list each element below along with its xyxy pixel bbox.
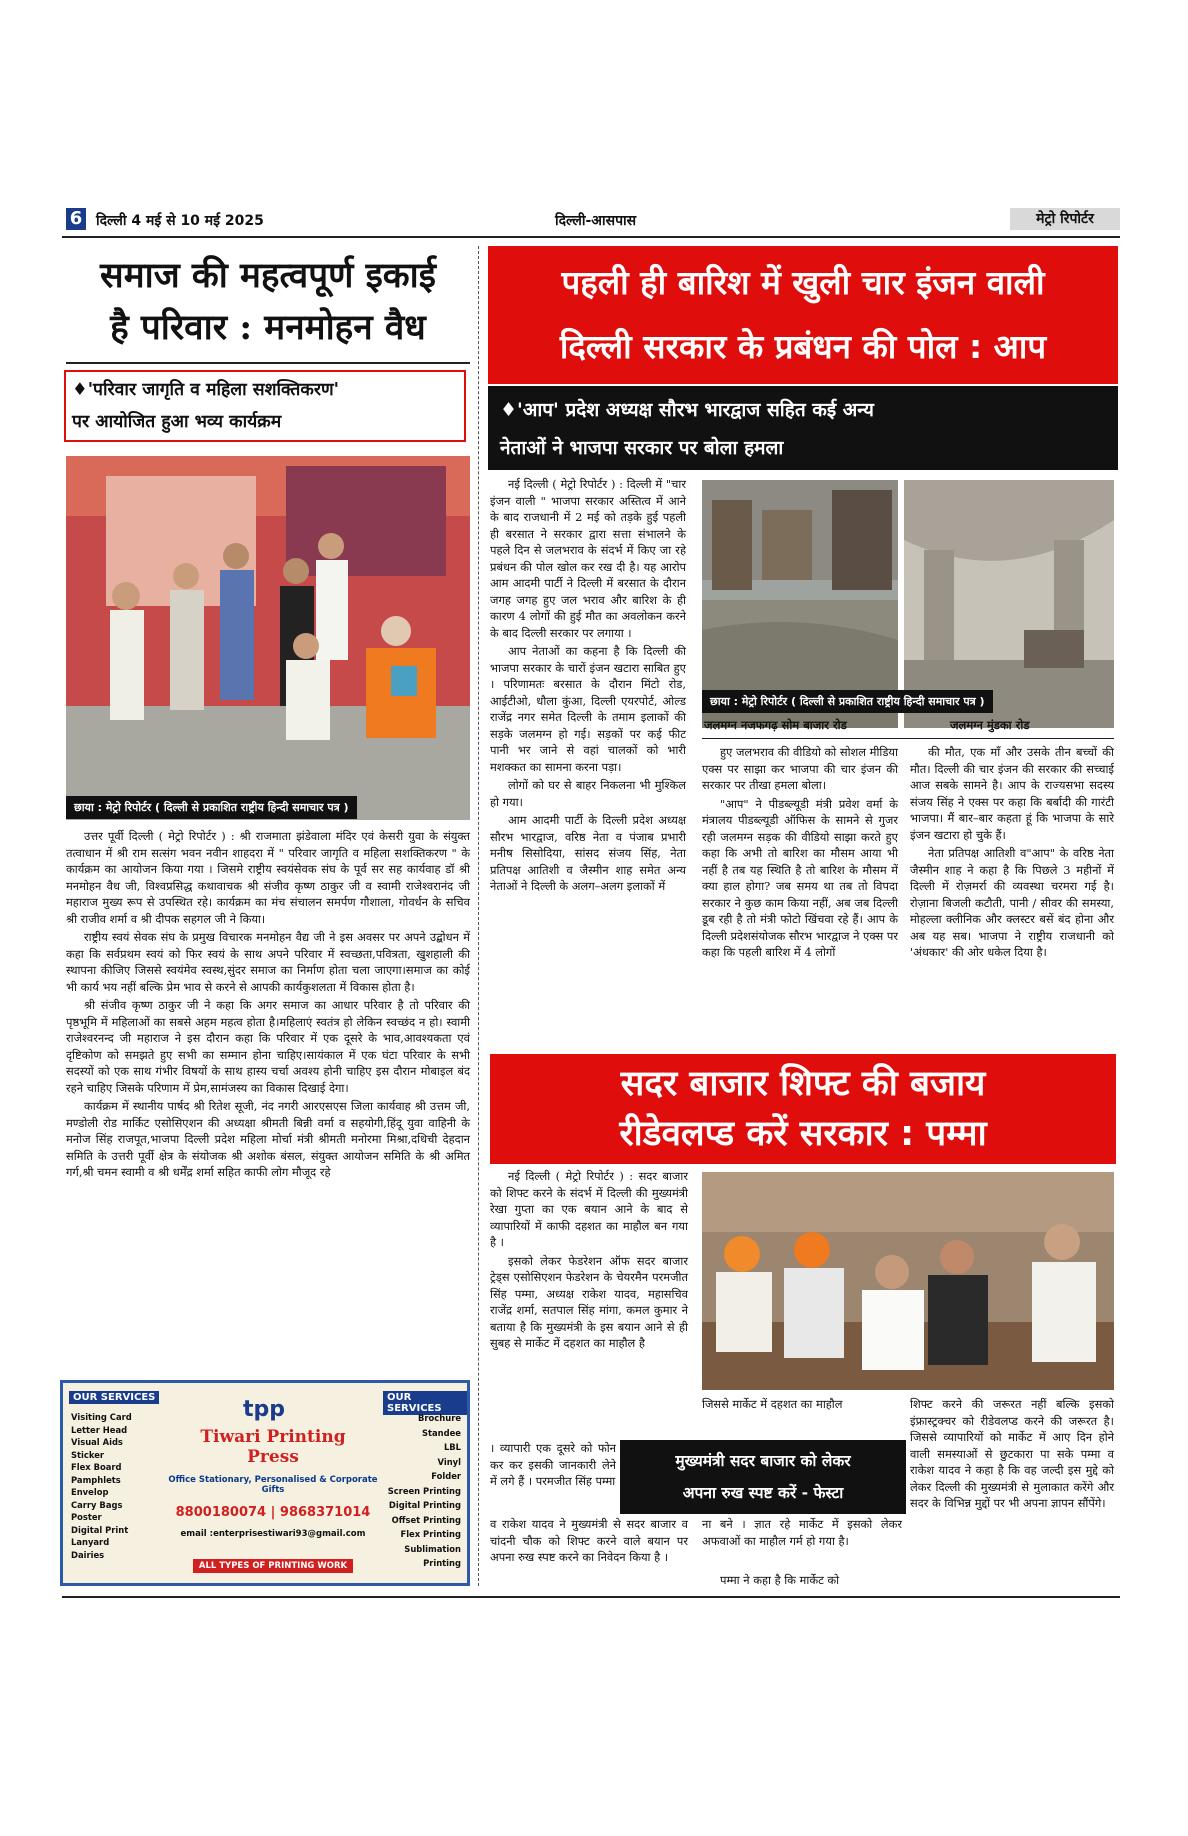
ad-left-title: OUR SERVICES: [69, 1391, 159, 1404]
story2-paragraph: आम आदमी पार्टी के दिल्ली प्रदेश अध्यक्ष सौरभ भारद्वाज, वरिष्ठ नेता व पंजाब प्रभारी मनीष सिसोदिया, सांसद संजय सिंह, नेता प्रतिपक्ष आतिशी व जैस्मीन शाह समेत अन्य नेताओं ने दिल्ली के अलग–अलग इलाकों में: [490, 813, 686, 893]
story1-paragraph: कार्यक्रम में स्थानीय पार्षद श्री रितेश सूजी, नंद नगरी आरएसएस जिला कार्यवाह श्री उत्तम जी, मण्डोली रोड मार्किट एसोसिएशन की अध्यक्षा श्रीमती बिन्नी वर्मा व सहयोगी,हिंदू युवा वाहिनी के मनोज सिंह राजपूत,भाजपा दिल्ली प्रदेश महिला मोर्चा मंत्री श्रीमती मनोरमा मिश्रा,दधिची देहदान समिति के उत्तरी पूर्वी क्षेत्र के संयोजक श्री अशोक बंसल, संयुक्त आयोजन समिति के श्री अमित गर्ग,श्री चमन स्वामी व श्री धर्मेंद्र शर्मा सहित काफी लोग मौजूद रहे: [66, 1099, 470, 1179]
ad-company-name: Tiwari Printing Press: [200, 1427, 346, 1467]
story2-paragraph: हुए जलभराव की वीडियो को सोशल मीडिया एक्स पर साझा कर भाजपा की चार इंजन की सरकार पर तीखा हमला बोला।: [702, 745, 898, 792]
story1-paragraph: उत्तर पूर्वी दिल्ली ( मेट्रो रिपोर्टर ) : श्री राजमाता झंडेवाला मंदिर एवं केसरी युवा के संयुक्त तत्वाधान में श्री राम सत्संग भवन नवीन शाहदरा में " परिवार जागृति व महिला सशक्तिकरण " के कार्यक्रम का आयोजन किया गया । जिसमे राष्ट्रीय स्वयंसेवक संघ के पूर्व सर सह कार्यवाह डॉ श्री मनमोहन वैध जी, विश्वप्रसिद्ध कथावाचक श्री संजीव कृष्ण ठाकुर जी व स्वामी राजेश्वरानंद जी महाराज मुख्य रूप से उपस्थित रहे। कार्यक्रम का मंच संचालन समर्पण गौशाला, गोवर्धन के सचिव श्री राजीव शर्मा व श्री दीपक सहगल जी ने किया।: [66, 829, 470, 926]
ad-logo: tpp: [243, 1397, 286, 1422]
story2-headline: पहली ही बारिश में खुली चार इंजन वाली दिल्ली सरकार के प्रबंधन की पोल : आप: [488, 246, 1118, 384]
story3-column-2c: पम्मा ने कहा है कि मार्केट को: [720, 1573, 840, 1587]
story2-column-2: [702, 744, 898, 963]
story1-headline-rule: [66, 362, 470, 364]
story1-photo: [66, 456, 470, 820]
story1-subhead: ♦'परिवार जागृति व महिला सशक्तिकरण' पर आयोजित हुआ भव्य कार्यक्रम: [64, 370, 466, 442]
ad-email: email :enterprisestiwari93@gmail.com: [180, 1529, 366, 1539]
story3-paragraph: इसको लेकर फेडरेशन ऑफ सदर बाजार ट्रेड्स एसोसिएशन फेडरेशन के चेयरमैन परमजीत सिंह पम्मा, अध्यक्ष राकेश यादव, महासचिव राजेंद्र शर्मा, सतपाल सिंह मांगा, कमल कुमार ने बताया है कि मुख्यमंत्री के इस बयान आने से ही सुबह से मार्केट में दहशत का माहौल है: [490, 1253, 688, 1350]
story2-paragraph: लोगों को घर से बाहर निकलना भी मुश्किल हो गया।: [490, 778, 686, 809]
story1-body: [66, 828, 470, 1183]
ad-tagline: Office Stationary, Personalised & Corporate Gifts: [168, 1475, 378, 1495]
story2-paragraph: नेता प्रतिपक्ष आतिशी व"आप" के वरिष्ठ नेता जैस्मीन शाह ने कहा है कि पिछले 3 महीनों में दिल्ली में रोज़मर्रा की व्यवस्था चरमरा गई है। रोज़ाना बिजली कटौती, पानी / सीवर की समस्या, मोहल्ला क्लीनिक और क्लस्टर बसें बंद होना और अब यह सब। भाजपा ने राष्ट्रीय राजधानी को 'अंधकार' की ओर धकेल दिया है।: [910, 846, 1114, 959]
story2-photo-caption: छाया : मेट्रो रिपोर्टर ( दिल्ली से प्रकाशित राष्ट्रीय हिन्दी समाचार पत्र ): [702, 690, 993, 713]
section-title: दिल्ली-आसपास: [555, 213, 637, 229]
story2-paragraph: नई दिल्ली ( मेट्रो रिपोर्टर ) : दिल्ली में "चार इंजन वाली " भाजपा सरकार अस्तित्व में आने के बाद राजधानी में 2 मई को तड़के हुई पहली ही बरसात ने सरकार द्वारा सत्ता संभालने के पहले दिन से जलभराव के संदर्भ में किए जा रहे प्रबंधन की पोल खोल कर रख दी है। यह आरोप आम आदमी पार्टी ने दिल्ली में बरसात के दौरान जगह जगह हुए जल भराव और बारिश के ही कारण 4 लोगों की हुई मौत का अवलोकन करने के बाद दिल्ली सरकार पर लगाया ।: [490, 477, 686, 640]
story3-pull-quote: मुख्यमंत्री सदर बाजार को लेकर अपना रुख स्पष्ट करें - फेस्टा: [620, 1440, 906, 1514]
story2-subhead: ♦'आप' प्रदेश अध्यक्ष सौरभ भारद्वाज सहित कई अन्य नेताओं ने भाजपा सरकार पर बोला हमला: [488, 386, 1118, 470]
story1-paragraph: राष्ट्रीय स्वयं सेवक संघ के प्रमुख विचारक मनमोहन वैद्य जी ने इस अवसर पर अपने उद्बोधन में कहा कि सर्वप्रथम स्वयं को फिर स्वयं के साथ अपने परिवार में स्वच्छता,पवित्रता, खुशहाली की स्थापना कीजिए जिससे स्वयंमेव स्वस्थ,सुंदर समाज का निर्माण होता चला जाएगा।समाज का कोई भी कार्य भय नहीं बल्कि प्रेम भाव से करने से आपकी कार्यकुशलता में विकास होता है।: [66, 930, 470, 994]
story2-photo-label-rule: [702, 738, 1114, 739]
ad-phone: 8800180074 | 9868371014: [175, 1505, 371, 1520]
story1-photo-caption: छाया : मेट्रो रिपोर्टर ( दिल्ली से प्रकाशित राष्ट्रीय हिन्दी समाचार पत्र ): [66, 796, 357, 819]
story3-column-1b: । व्यापारी एक दूसरे को फोन कर कर इसकी जानकारी लेने में लगे हैं । परमजीत सिंह पम्मा: [490, 1441, 616, 1488]
story2-column-1: [490, 476, 686, 897]
printing-press-ad: [60, 1380, 470, 1586]
page-number: 6: [66, 208, 86, 230]
issue-date: दिल्ली 4 मई से 10 मई 2025: [96, 213, 264, 229]
footer-rule: [62, 1596, 1120, 1598]
story3-paragraph: नई दिल्ली ( मेट्रो रिपोर्टर ) : सदर बाजार को शिफ्ट करने के संदर्भ में दिल्ली की मुख्यमंत्री रेखा गुप्ता का एक बयान आने के बाद से व्यापारियों में काफी दहशत का माहौल बन गया है ।: [490, 1169, 688, 1249]
story2-paragraph: की मौत, एक माँ और उसके तीन बच्चों की मौत। दिल्ली की चार इंजन की सरकार की सच्चाई आज सबके सामने है। आप के राज्यसभा सदस्य संजय सिंह ने एक्स पर कहा कि बर्बादी की गारंटी भाजपा। मैं बार–बार कहता हूं कि भाजपा के सारे इंजन खटारा हो चुके हैं।: [910, 745, 1114, 842]
story3-headline: सदर बाजार शिफ्ट की बजाय रीडेवलप्ड करें सरकार : पम्मा: [490, 1054, 1116, 1164]
story3-column-1: [490, 1168, 688, 1354]
ad-right-title: OUR SERVICES: [383, 1391, 467, 1415]
ad-right-services: Brochure Standee LBL Vinyl Folder Screen Printing Digital Printing Offset Printing Flex Printing Sublimation Printing: [387, 1413, 461, 1568]
story3-photo: [702, 1172, 1114, 1390]
story1-headline: समाज की महत्वपूर्ण इकाई है परिवार : मनमोहन वैध: [100, 255, 436, 348]
column-divider: [478, 246, 479, 1586]
story2-paragraph: आप नेताओं का कहना है कि दिल्ली की भाजपा सरकार के चारों इंजन खटारा साबित हुए । परिणामतः बरसात के दौरान मिंटो रोड, आईटीओ, धौला कुंआ, दिल्ली एयरपोर्ट, ओल्ड राजेंद्र नगर समेत दिल्ली के तमाम इलाकों की सड़के जलमग्न हो गई। सड़कों पर कई फीट पानी भर जाने से वहां चालकों को भारी मशक्कत का सामना करना पड़ा।: [490, 644, 686, 774]
story2-paragraph: "आप" ने पीडब्ल्यूडी मंत्री प्रवेश वर्मा के मंत्रालय पीडब्ल्यूडी ऑफिस के सामने से गुजर रही जलमग्न सड़क की वीडियो साझा करते हुए कहा कि अभी तो बारिश का मौसम आया भी नहीं है तब यह स्थिति है तो बारिश के मौसम में क्या हाल होगा? जब समय था तब तो विपदा सरकार ने कुछ काम किया नहीं, अब जब दिल्ली डूब रही है तो मंत्री फोटो खिंचवा रहे हैं। आप के दिल्ली प्रदेशसंयोजक सौरभ भारद्वाज ने एक्स पर कहा कि पहली बारिश में 4 लोगों: [702, 796, 898, 959]
story3-column-1c: व राकेश यादव ने मुख्यमंत्री से सदर बाजार व चांदनी चौक को शिफ्ट करने वाले बयान पर अपना रुख स्पष्ट करने का निवेदन किया है ।: [490, 1517, 688, 1564]
story3-column-2a: जिससे मार्केट में दहशत का माहौल: [702, 1397, 843, 1411]
story3-column-3: शिफ्ट करने की जरूरत नहीं बल्कि इसको इंफ्रास्ट्रक्चर को रीडेवलप्ड करने की जरूरत है। जिससे व्यापारियों को मार्केट में आए दिन होने वाली समस्याओं से छुटकारा पा सके पम्मा व राकेश यादव ने कहा है कि वह जल्दी इस मुद्दे को लेकर दिल्ली की मुख्यमंत्री से मुलाकात करेंगे और सदर के विभिन्न मुद्दों पर भी अपना ज्ञापन सौंपेंगे।: [910, 1397, 1114, 1510]
story1-paragraph: श्री संजीव कृष्ण ठाकुर जी ने कहा कि अगर समाज का आधार परिवार है तो परिवार की पृष्ठभूमि में महिलाओं का सबसे अहम महत्व होता है।महिलाएं स्वतंत्र हो लेकिन स्वच्छंद न हो। स्वामी राजेश्वरनन्द जी महाराज ने इस दौरान कहा कि परिवार में एक दूसरे के भाव,आवश्यकता एवं दृष्टिकोण को समझते हुए सभी का सम्मान होना चाहिए।सायंकाल में एक घंटा परिवार के सभी सदस्यों को एक साथ गंभीर विषयों के साथ हास्य चर्चा अवश्य होनी चाहिए इस दौरान मोबाइल बंद रहने चाहिए जिसके परिणाम में प्रेम,सामंजस्य का विकास दिखाई देगा।: [66, 998, 470, 1095]
story2-photo-label-right: जलमग्न मुंडका रोड: [950, 718, 1030, 732]
ad-footer: ALL TYPES OF PRINTING WORK: [193, 1559, 353, 1573]
brand-label: मेट्रो रिपोर्टर: [1010, 208, 1120, 230]
story3-column-2b: ना बने । ज्ञात रहे मार्केट में इसको लेकर अफवाओं का माहौल गर्म हो गया है।: [702, 1517, 902, 1548]
story2-photo-label-left: जलमग्न नजफगढ़ सोम बाजार रोड: [704, 718, 847, 732]
story2-column-3: [910, 744, 1114, 963]
ad-left-services: Visiting Card Letter Head Visual Aids Sticker Flex Board Pamphlets Envelop Carry Bags Poster Digital Print Lanyard Dairies: [71, 1412, 132, 1560]
header-rule: [62, 236, 1120, 238]
